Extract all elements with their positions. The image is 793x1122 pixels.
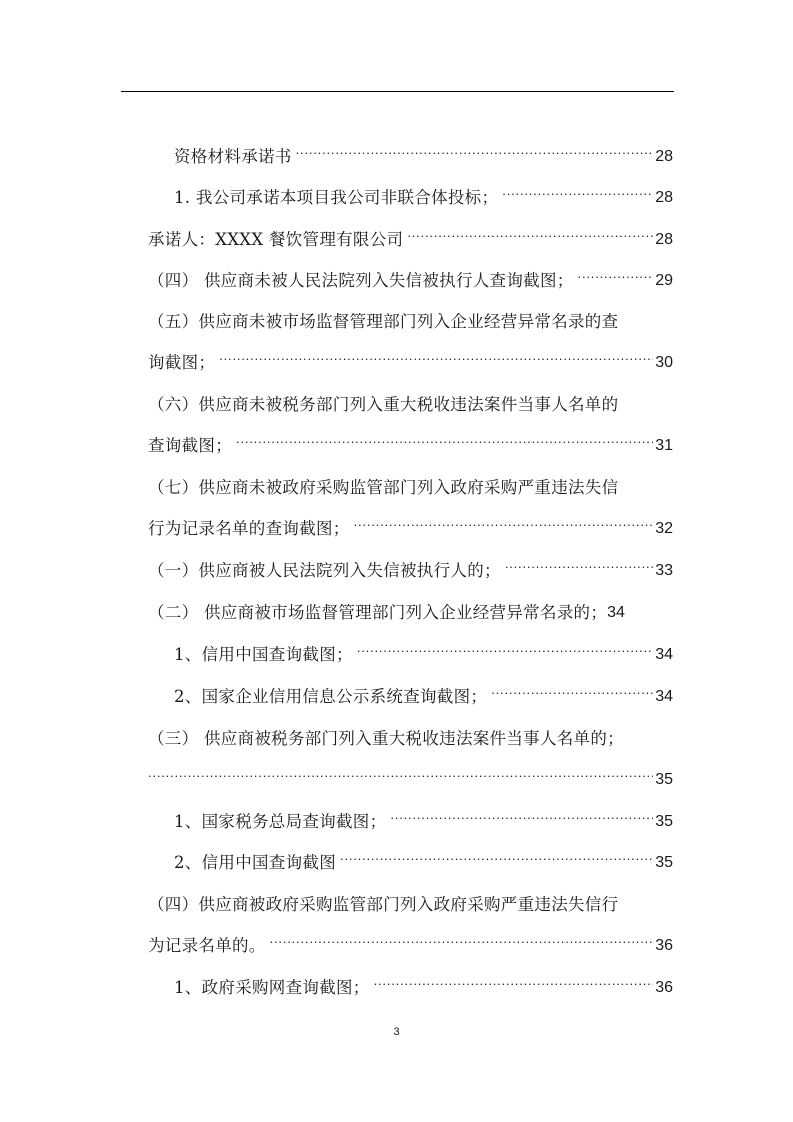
dot-leader [270, 932, 654, 960]
toc-entry-page: 34 [655, 646, 673, 663]
toc-entry-page: 31 [655, 437, 673, 454]
toc-entry-label: （三） 供应商被税务部门列入重大税收违法案件当事人名单的； [148, 729, 624, 748]
toc-entry-page: 29 [655, 272, 673, 289]
toc-entry-label: （四）供应商被政府采购监管部门列入政府采购严重违法失信行 [148, 895, 619, 914]
toc-entry[interactable] [148, 557, 673, 585]
toc-entry-label: 查询截图； [148, 436, 232, 455]
toc-entry-label: （二） 供应商被市场监督管理部门列入企业经营异常名录的； [148, 603, 608, 622]
toc-entry[interactable] [148, 308, 673, 336]
toc-entry[interactable] [148, 226, 673, 254]
toc-entry[interactable] [148, 725, 673, 753]
dot-leader [578, 267, 654, 295]
toc-entry-label: 1、信用中国查询截图； [174, 645, 353, 664]
toc-entry-label: 资格材料承诺书 [174, 147, 292, 166]
dot-leader [357, 641, 653, 669]
toc-entry-page: 35 [655, 854, 673, 871]
toc-entry-page: 28 [655, 189, 673, 206]
toc-entry[interactable] [148, 515, 673, 543]
dot-leader [390, 808, 653, 836]
toc-entry-label: 承诺人：XXXX 餐饮管理有限公司 [148, 230, 404, 249]
toc-entry[interactable] [148, 391, 673, 419]
toc-entry-page: 32 [655, 520, 673, 537]
toc-entry[interactable] [174, 184, 673, 212]
toc-entry-page: 36 [655, 979, 673, 996]
toc-entry[interactable] [174, 641, 673, 669]
dot-leader [502, 184, 653, 212]
toc-entry-label: 询截图； [148, 353, 216, 372]
toc-entry-label: （七）供应商未被政府采购监管部门列入政府采购严重违法失信 [148, 478, 619, 497]
toc-entry-page: 35 [655, 813, 673, 830]
dot-leader [354, 515, 654, 543]
toc-entry-page: 36 [655, 937, 673, 954]
toc-entry[interactable] [148, 349, 673, 377]
toc-entry[interactable] [148, 766, 673, 794]
toc-entry-page: 34 [655, 688, 673, 705]
dot-leader [407, 226, 653, 254]
toc-entry[interactable] [148, 432, 673, 460]
toc-entry[interactable] [148, 599, 678, 627]
dot-leader [491, 683, 653, 711]
dot-leader [236, 432, 653, 460]
toc-entry[interactable] [148, 932, 673, 960]
toc-entry-page: 30 [655, 354, 673, 371]
toc-entry-page: 33 [655, 562, 673, 579]
dot-leader [505, 557, 653, 585]
toc-entry-label: （四） 供应商未被人民法院列入失信被执行人查询截图； [148, 271, 574, 290]
toc-entry[interactable] [174, 849, 673, 877]
toc-entry[interactable] [148, 267, 673, 295]
toc-entry-label: 2、信用中国查询截图 [174, 853, 336, 872]
toc-entry[interactable] [174, 808, 673, 836]
toc-entry-label: 1、国家税务总局查询截图； [174, 812, 387, 831]
toc-entry-label: 1. 我公司承诺本项目我公司非联合体投标； [174, 188, 499, 207]
dot-leader [340, 849, 653, 877]
header-rule [121, 91, 674, 92]
toc-entry-label: 1、政府采购网查询截图； [174, 978, 370, 997]
dot-leader [296, 143, 654, 171]
page-number: 3 [393, 1026, 400, 1038]
dot-leader [219, 349, 653, 377]
toc-entry[interactable] [174, 974, 673, 1002]
dot-leader [374, 974, 654, 1002]
toc-entry[interactable] [148, 474, 673, 502]
toc-entry-label: 行为记录名单的查询截图； [148, 519, 350, 538]
toc-entry[interactable] [174, 143, 673, 171]
toc-entry[interactable] [174, 683, 673, 711]
toc-entry-page: 28 [655, 231, 673, 248]
toc-entry-page: 35 [655, 771, 673, 788]
toc-entry-label: （五）供应商未被市场监督管理部门列入企业经营异常名录的查 [148, 312, 619, 331]
dot-leader [148, 766, 653, 794]
toc-entry-label: 2、国家企业信用信息公示系统查询截图； [174, 687, 488, 706]
toc-entry[interactable] [148, 891, 673, 919]
toc-entry-label: （一）供应商被人民法院列入失信被执行人的； [148, 561, 501, 580]
toc-entry-label: （六）供应商未被税务部门列入重大税收违法案件当事人名单的 [148, 395, 619, 414]
toc-entry-page: 28 [655, 148, 673, 165]
toc-entry-label: 为记录名单的。 [148, 936, 266, 955]
toc-entry-page: 34 [607, 604, 625, 621]
